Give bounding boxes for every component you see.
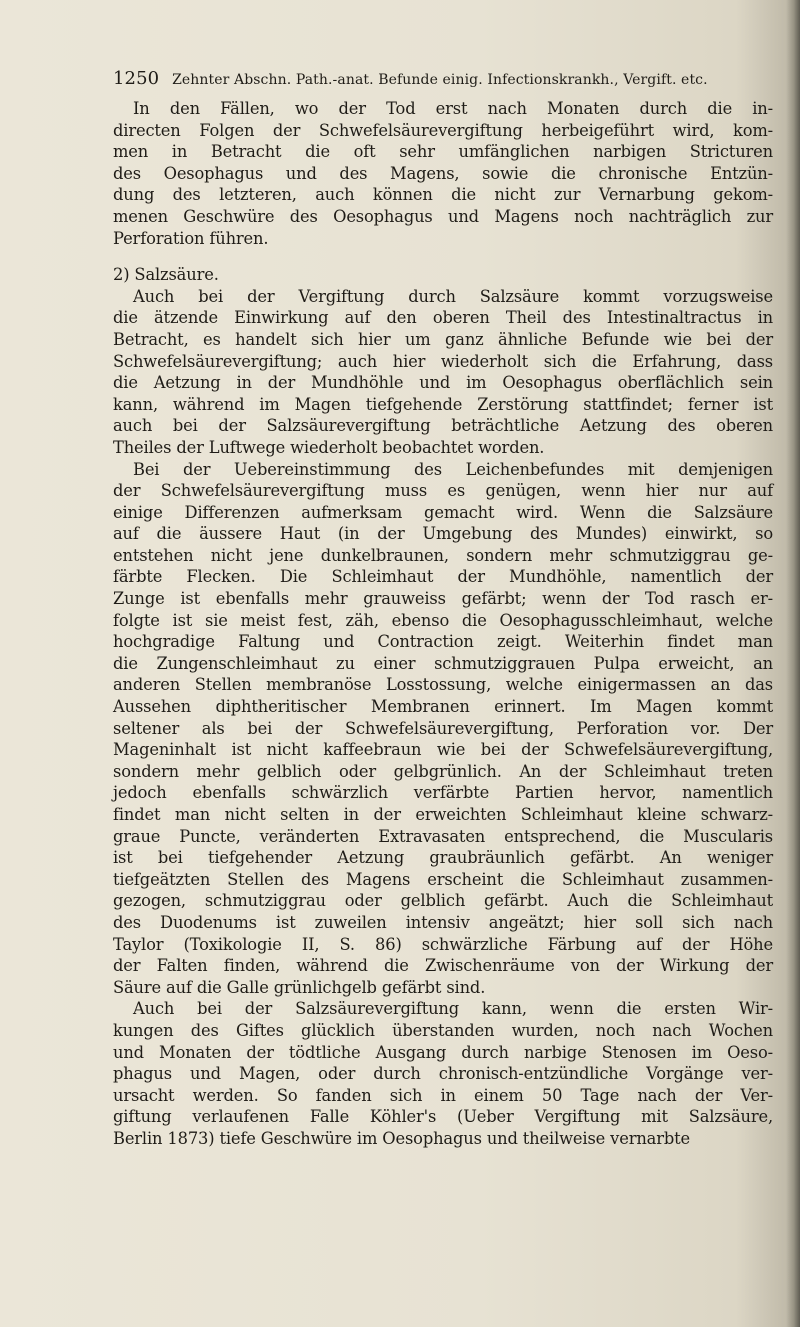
text-line: des Oesophagus und des Magens, sowie die chronische Entzün- bbox=[113, 163, 773, 183]
text-line: ist bei tiefgehender Aetzung graubräunlich gefärbt. An weniger bbox=[113, 848, 773, 868]
text-line: giftung verlaufenen Falle Köhler's (Ueber Vergiftung mit Salzsäure, bbox=[113, 1107, 773, 1127]
text-line: hochgradige Faltung und Contraction zeigt. Weiterhin findet man bbox=[113, 632, 773, 652]
text-line: Perforation führen. bbox=[113, 228, 269, 248]
text-line: Theiles der Luftwege wiederholt beobachtet worden. bbox=[113, 437, 545, 457]
text-line: entstehen nicht jene dunkelbraunen, sondern mehr schmutziggrau ge- bbox=[113, 545, 773, 565]
text-line: Bei der Uebereinstimmung des Leichenbefundes mit demjenigen bbox=[133, 459, 773, 479]
text-line: der Falten finden, während die Zwischenräume von der Wirkung der bbox=[113, 956, 773, 976]
text-line: directen Folgen der Schwefelsäurevergiftung herbeigeführt wird, kom- bbox=[113, 120, 773, 140]
text-line: auch bei der Salzsäurevergiftung beträchtliche Aetzung des oberen bbox=[113, 416, 773, 436]
text-line: einige Differenzen aufmerksam gemacht wird. Wenn die Salzsäure bbox=[113, 502, 773, 522]
text-line: der Schwefelsäurevergiftung muss es genügen, wenn hier nur auf bbox=[113, 481, 773, 501]
text-line: 2) Salzsäure. bbox=[113, 265, 219, 285]
text-line: Aussehen diphtheritischer Membranen erinnert. Im Magen kommt bbox=[113, 697, 773, 717]
text-line: Berlin 1873) tiefe Geschwüre im Oesophagus und theilweise vernarbte bbox=[113, 1128, 691, 1148]
page-number: 1250 bbox=[113, 68, 160, 89]
text-line: Zunge ist ebenfalls mehr grauweiss gefärbt; wenn der Tod rasch er- bbox=[113, 589, 773, 609]
text-line: dung des letzteren, auch können die nicht zur Vernarbung gekom- bbox=[113, 185, 773, 205]
text-line: Betracht, es handelt sich hier um ganz ähnliche Befunde wie bei der bbox=[113, 329, 773, 349]
text-line: und Monaten der tödtliche Ausgang durch narbige Stenosen im Oeso- bbox=[113, 1042, 773, 1062]
text-line: graue Puncte, veränderten Extravasaten entsprechend, die Muscularis bbox=[113, 826, 773, 846]
text-line: anderen Stellen membranöse Losstossung, welche einigermassen an das bbox=[113, 675, 773, 695]
body-text bbox=[113, 98, 773, 1150]
text-line: men in Betracht die oft sehr umfänglichen narbigen Stricturen bbox=[113, 142, 773, 162]
text-line: färbte Flecken. Die Schleimhaut der Mundhöhle, namentlich der bbox=[113, 567, 773, 587]
text-line: ursacht werden. So fanden sich in einem 50 Tage nach der Ver- bbox=[113, 1085, 773, 1105]
text-line: jedoch ebenfalls schwärzlich verfärbte Partien hervor, namentlich bbox=[113, 783, 773, 803]
text-line: kungen des Giftes glücklich überstanden wurden, noch nach Wochen bbox=[113, 1020, 773, 1040]
text-line: seltener als bei der Schwefelsäurevergiftung, Perforation vor. Der bbox=[113, 718, 773, 738]
text-line: auf die äussere Haut (in der Umgebung des Mundes) einwirkt, so bbox=[113, 524, 773, 544]
running-title: Zehnter Abschn. Path.-anat. Befunde einig. Infectionskrankh., Vergift. etc. bbox=[172, 72, 708, 88]
text-line: folgte ist sie meist fest, zäh, ebenso die Oesophagusschleimhaut, welche bbox=[113, 610, 773, 630]
text-line: Taylor (Toxikologie II, S. 86) schwärzliche Färbung auf der Höhe bbox=[113, 934, 773, 954]
text-line: des Duodenums ist zuweilen intensiv angeätzt; hier soll sich nach bbox=[113, 912, 773, 932]
page-edge-shadow bbox=[786, 0, 800, 1327]
text-line: die Aetzung in der Mundhöhle und im Oesophagus oberflächlich sein bbox=[113, 373, 773, 393]
text-line: sondern mehr gelblich oder gelbgrünlich. An der Schleimhaut treten bbox=[113, 761, 773, 781]
text-line: Auch bei der Salzsäurevergiftung kann, wenn die ersten Wir- bbox=[133, 999, 773, 1019]
text-line: In den Fällen, wo der Tod erst nach Monaten durch die in- bbox=[133, 99, 773, 118]
text-line: findet man nicht selten in der erweichten Schleimhaut kleine schwarz- bbox=[113, 805, 773, 824]
text-line: Säure auf die Galle grünlichgelb gefärbt sind. bbox=[113, 977, 486, 997]
text-line: gezogen, schmutziggrau oder gelblich gefärbt. Auch die Schleimhaut bbox=[113, 891, 773, 911]
text-line: tiefgeätzten Stellen des Magens erscheint die Schleimhaut zusammen- bbox=[113, 869, 773, 889]
text-line: Schwefelsäurevergiftung; auch hier wiederholt sich die Erfahrung, dass bbox=[113, 351, 773, 371]
text-line: phagus und Magen, oder durch chronisch-entzündliche Vorgänge ver- bbox=[113, 1064, 773, 1084]
text-line: kann, während im Magen tiefgehende Zerstörung stattfindet; ferner ist bbox=[113, 394, 773, 414]
text-line: Mageninhalt ist nicht kaffeebraun wie bei der Schwefelsäurevergiftung, bbox=[113, 740, 773, 760]
text-line: die ätzende Einwirkung auf den oberen Theil des Intestinaltractus in bbox=[113, 308, 773, 328]
text-line: Auch bei der Vergiftung durch Salzsäure kommt vorzugsweise bbox=[133, 286, 773, 306]
text-line: die Zungenschleimhaut zu einer schmutziggrauen Pulpa erweicht, an bbox=[113, 653, 773, 673]
text-line: menen Geschwüre des Oesophagus und Magens noch nachträglich zur bbox=[113, 206, 773, 226]
running-header bbox=[113, 68, 773, 90]
